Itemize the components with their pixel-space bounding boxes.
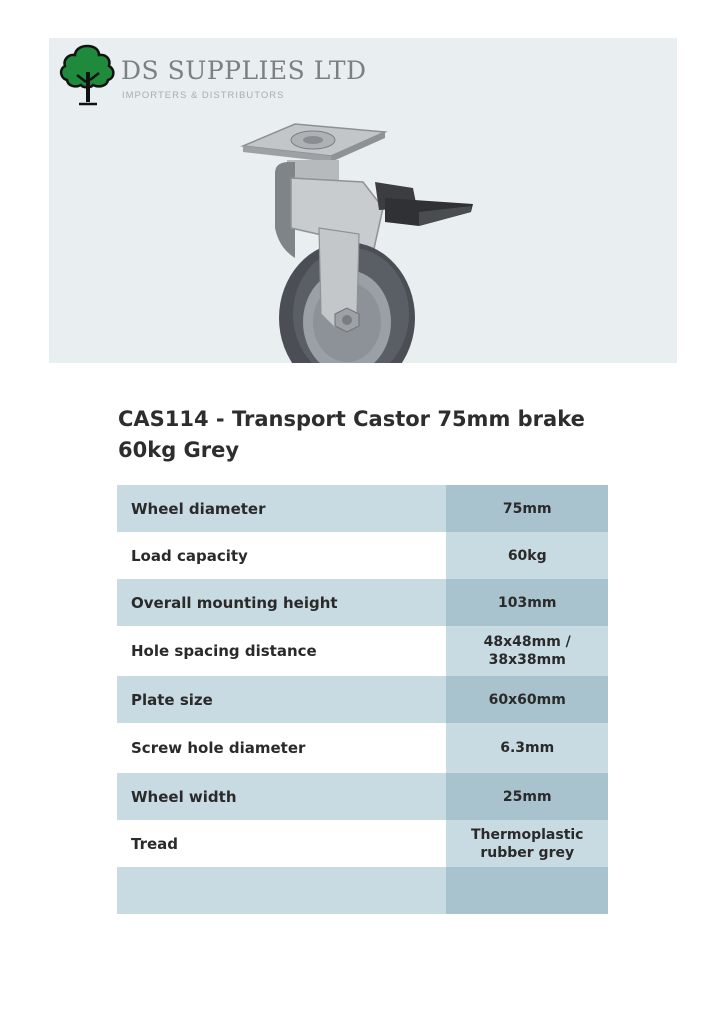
spec-label: Screw hole diameter	[117, 723, 446, 773]
spec-value: 60x60mm	[446, 676, 608, 723]
spec-label: Tread	[117, 820, 446, 867]
spec-value: 103mm	[446, 579, 608, 626]
table-row	[117, 532, 608, 579]
table-row	[117, 773, 608, 820]
spec-label: Wheel diameter	[117, 485, 446, 532]
spec-value: 60kg	[446, 532, 608, 579]
spec-label: Wheel width	[117, 773, 446, 820]
spec-table	[117, 485, 608, 914]
spec-value: 25mm	[446, 773, 608, 820]
castor-product-image	[235, 118, 485, 363]
table-row	[117, 579, 608, 626]
spec-label	[117, 867, 446, 914]
spec-label: Hole spacing distance	[117, 626, 446, 676]
product-hero	[49, 38, 677, 363]
spec-value: Thermoplastic rubber grey	[446, 820, 608, 867]
table-row	[117, 485, 608, 532]
spec-value: 6.3mm	[446, 723, 608, 773]
table-row	[117, 867, 608, 914]
table-row	[117, 626, 608, 676]
brand-tagline: IMPORTERS & DISTRIBUTORS	[122, 90, 285, 101]
tree-icon	[57, 42, 117, 106]
table-row	[117, 820, 608, 867]
spec-label: Plate size	[117, 676, 446, 723]
table-row	[117, 723, 608, 773]
spec-label: Load capacity	[117, 532, 446, 579]
spec-value	[446, 867, 608, 914]
spec-value: 75mm	[446, 485, 608, 532]
brand-name: DS SUPPLIES LTD	[121, 56, 367, 85]
spec-label: Overall mounting height	[117, 579, 446, 626]
product-title: CAS114 - Transport Castor 75mm brake 60kg Grey	[118, 407, 585, 462]
table-row	[117, 676, 608, 723]
spec-value: 48x48mm / 38x38mm	[446, 626, 608, 676]
